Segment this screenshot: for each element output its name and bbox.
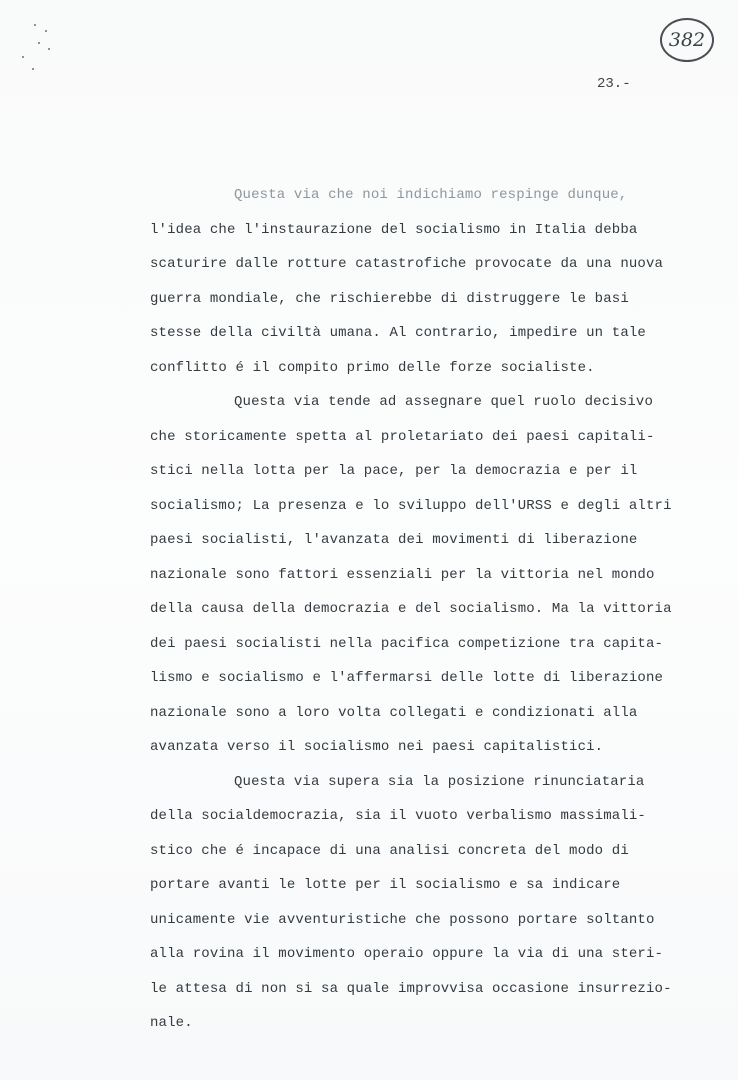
text-line: unicamente vie avventuristiche che possono portare soltanto bbox=[150, 911, 655, 928]
text-line: della socialdemocrazia, sia il vuoto verbalismo massimali- bbox=[150, 808, 646, 824]
text-line: conflitto é il compito primo delle forze socialiste. bbox=[150, 359, 595, 376]
text-line: lismo e socialismo e l'affermarsi delle lotte di liberazione bbox=[150, 670, 664, 686]
text-line: le attesa di non si sa quale improvvisa occasione insurrezio- bbox=[150, 980, 672, 997]
page-number: 23.- bbox=[597, 76, 631, 92]
text-line: che storicamente spetta al proletariato dei paesi capitali- bbox=[150, 428, 655, 445]
text-line: Questa via che noi indichiamo respinge dunque, bbox=[234, 187, 628, 203]
text-line: portare avanti le lotte per il socialismo e sa indicare bbox=[150, 877, 621, 893]
text-line: stico che é incapace di una analisi concreta del modo di bbox=[150, 842, 629, 859]
text-line: stici nella lotta per la pace, per la democrazia e per il bbox=[150, 463, 638, 479]
text-line: paesi socialisti, l'avanzata dei movimenti di liberazione bbox=[150, 532, 638, 548]
text-line: socialismo; La presenza e lo sviluppo dell'URSS e degli altri bbox=[150, 497, 672, 514]
text-line: l'idea che l'instaurazione del socialismo in Italia debba bbox=[150, 221, 638, 238]
text-line: stesse della civiltà umana. Al contrario, impedire un tale bbox=[150, 325, 646, 341]
text-line: dei paesi socialisti nella pacifica competizione tra capita- bbox=[150, 635, 664, 652]
text-line: scaturire dalle rotture catastrofiche provocate da una nuova bbox=[150, 256, 664, 272]
scan-specks bbox=[10, 20, 60, 80]
text-line: nazionale sono a loro volta collegati e condizionati alla bbox=[150, 704, 638, 721]
body-text bbox=[150, 178, 710, 1041]
text-line: avanzata verso il socialismo nei paesi capitalistici. bbox=[150, 739, 604, 755]
text-line: della causa della democrazia e del socialismo. Ma la vittoria bbox=[150, 601, 672, 617]
archive-stamp: 382 bbox=[660, 18, 714, 62]
text-line: nale. bbox=[150, 1015, 193, 1031]
text-line: guerra mondiale, che rischierebbe di distruggere le basi bbox=[150, 290, 629, 307]
text-line: Questa via tende ad assegnare quel ruolo decisivo bbox=[234, 394, 654, 410]
text-line: nazionale sono fattori essenziali per la vittoria nel mondo bbox=[150, 566, 655, 583]
text-line: alla rovina il movimento operaio oppure la via di una steri- bbox=[150, 946, 664, 962]
text-line: Questa via supera sia la posizione rinunciataria bbox=[234, 773, 645, 790]
